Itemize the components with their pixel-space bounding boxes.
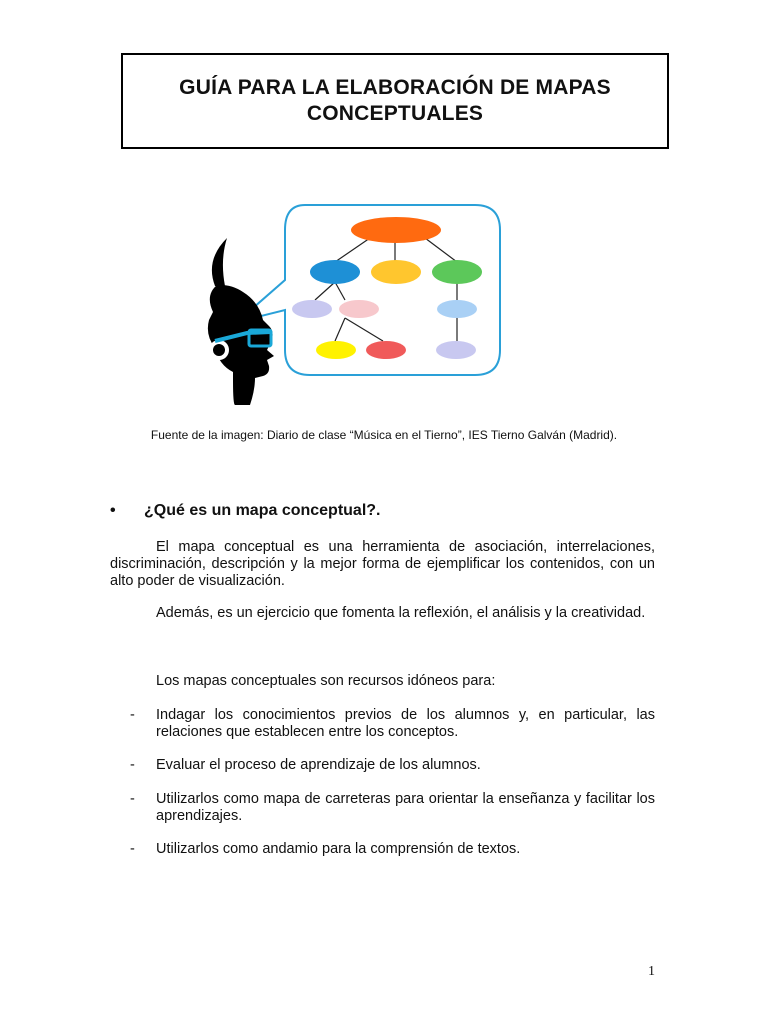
map-node-lightblue: [437, 300, 477, 318]
paragraph-definition: El mapa conceptual es una herramienta de asociación, interrelaciones, discriminación, descripción y la mejor forma de ejemplificar los contenidos, con un alto poder de visualización.: [110, 539, 655, 589]
map-node-root: [351, 217, 441, 243]
list-item: - Utilizarlos como mapa de carreteras para orientar la enseñanza y facilitar los aprendizajes.: [130, 791, 655, 824]
map-node-green: [432, 260, 482, 284]
page-number: 1: [648, 964, 655, 979]
dash-marker: -: [130, 707, 135, 723]
map-node-blue: [310, 260, 360, 284]
list-item: - Utilizarlos como andamio para la comprensión de textos.: [130, 841, 521, 857]
map-node-lavender-2: [436, 341, 476, 359]
bullet-icon: •: [110, 502, 116, 519]
person-thinking-concept-map-icon: [175, 200, 505, 410]
map-node-pink: [339, 300, 379, 318]
dash-marker: -: [130, 791, 135, 807]
head-silhouette: [208, 238, 274, 405]
document-title-line-1: GUÍA PARA LA ELABORACIÓN DE MAPAS: [179, 76, 611, 99]
document-title-line-2: CONCEPTUALES: [306, 102, 484, 125]
title-box: [121, 53, 669, 149]
image-caption: Fuente de la imagen: Diario de clase “Música en el Tierno”, IES Tierno Galván (Madrid).: [150, 428, 618, 442]
paragraph-reflection: Además, es un ejercicio que fomenta la reflexión, el análisis y la creatividad.: [156, 605, 646, 621]
map-node-bright-yellow: [316, 341, 356, 359]
map-node-lavender: [292, 300, 332, 318]
section-heading: [110, 502, 381, 520]
list-item: - Indagar los conocimientos previos de los alumnos y, en particular, las relaciones que establecen entre los conceptos.: [130, 707, 655, 740]
map-node-yellow: [371, 260, 421, 284]
list-item: - Evaluar el proceso de aprendizaje de los alumnos.: [130, 757, 481, 773]
dash-marker: -: [130, 841, 135, 857]
paragraph-resources-intro: Los mapas conceptuales son recursos idóneos para:: [156, 673, 496, 689]
section-heading-text: ¿Qué es un mapa conceptual?.: [144, 502, 381, 519]
dash-marker: -: [130, 757, 135, 773]
map-node-red: [366, 341, 406, 359]
